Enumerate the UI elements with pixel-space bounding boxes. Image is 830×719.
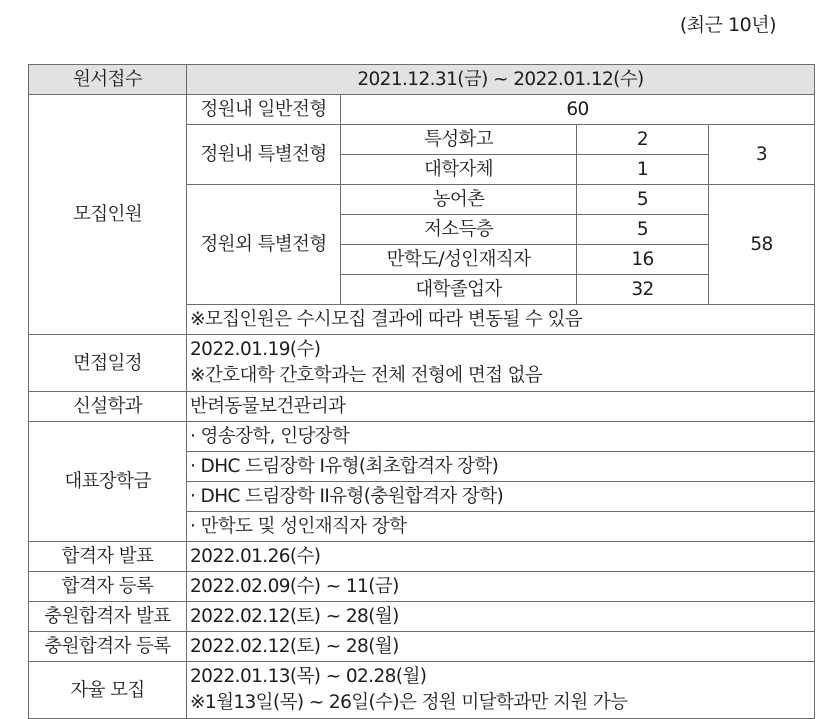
- special-out-count: 32: [577, 275, 709, 305]
- schedule-value: 2022.02.12(토) ~ 28(월): [187, 602, 815, 632]
- schedule-label: 합격자 발표: [29, 542, 187, 572]
- schedule-row: [29, 572, 815, 602]
- new-dept-label: 신설학과: [29, 392, 187, 422]
- schedule-value: 2022.02.12(토) ~ 28(월): [187, 632, 815, 662]
- scholarship-item: · DHC 드림장학 II유형(충원합격자 장학): [187, 482, 815, 512]
- interview-date: 2022.01.19(수): [190, 339, 321, 360]
- free-recruit-cell: [187, 662, 815, 719]
- scholarship-item: · 만학도 및 성인재직자 장학: [187, 512, 815, 542]
- free-recruit-note: ※1월13일(목) ~ 26일(수)은 정원 미달학과만 지원 가능: [190, 692, 628, 713]
- special-out-type: 저소득층: [341, 215, 577, 245]
- schedule-value: 2022.01.26(수): [187, 542, 815, 572]
- schedule-label: 충원합격자 발표: [29, 602, 187, 632]
- special-in-count: 1: [577, 155, 709, 185]
- special-out-label: 정원외 특별전형: [187, 185, 341, 305]
- scholarship-label: 대표장학금: [29, 422, 187, 542]
- free-recruit-row: [29, 662, 815, 719]
- schedule-row: [29, 542, 815, 572]
- new-dept-value: 반려동물보건관리과: [187, 392, 815, 422]
- special-in-total: 3: [709, 125, 815, 185]
- schedule-row: [29, 602, 815, 632]
- interview-label: 면접일정: [29, 335, 187, 392]
- special-in-count: 2: [577, 125, 709, 155]
- special-out-count: 16: [577, 245, 709, 275]
- application-period-label: 원서접수: [29, 65, 187, 95]
- special-out-count: 5: [577, 215, 709, 245]
- scholarship-row: [29, 422, 815, 452]
- special-in-label: 정원내 특별전형: [187, 125, 341, 185]
- new-dept-row: [29, 392, 815, 422]
- special-out-type: 농어촌: [341, 185, 577, 215]
- application-period-row: [29, 65, 815, 95]
- schedule-label: 합격자 등록: [29, 572, 187, 602]
- admission-info-table: [28, 64, 815, 719]
- recruit-note: ※모집인원은 수시모집 결과에 따라 변동될 수 있음: [187, 305, 815, 335]
- special-out-type: 대학졸업자: [341, 275, 577, 305]
- schedule-row: [29, 632, 815, 662]
- special-out-type: 만학도/성인재직자: [341, 245, 577, 275]
- special-out-total: 58: [709, 185, 815, 305]
- free-recruit-date: 2022.01.13(목) ~ 02.28(월): [190, 666, 427, 687]
- free-recruit-label: 자율 모집: [29, 662, 187, 719]
- scholarship-item: · DHC 드림장학 I유형(최초합격자 장학): [187, 452, 815, 482]
- recruit-general-row: [29, 95, 815, 125]
- interview-row: [29, 335, 815, 392]
- interview-note: ※간호대학 간호학과는 전체 전형에 면접 없음: [190, 365, 543, 386]
- recruit-label: 모집인원: [29, 95, 187, 335]
- application-period-value: 2021.12.31(금) ~ 2022.01.12(수): [187, 65, 815, 95]
- scholarship-item: · 영송장학, 인당장학: [187, 422, 815, 452]
- schedule-label: 충원합격자 등록: [29, 632, 187, 662]
- period-caption: (최근 10년): [679, 14, 776, 36]
- interview-cell: [187, 335, 815, 392]
- general-admission-count: 60: [341, 95, 815, 125]
- general-admission-label: 정원내 일반전형: [187, 95, 341, 125]
- special-out-count: 5: [577, 185, 709, 215]
- special-in-type: 대학자체: [341, 155, 577, 185]
- special-in-type: 특성화고: [341, 125, 577, 155]
- schedule-value: 2022.02.09(수) ~ 11(금): [187, 572, 815, 602]
